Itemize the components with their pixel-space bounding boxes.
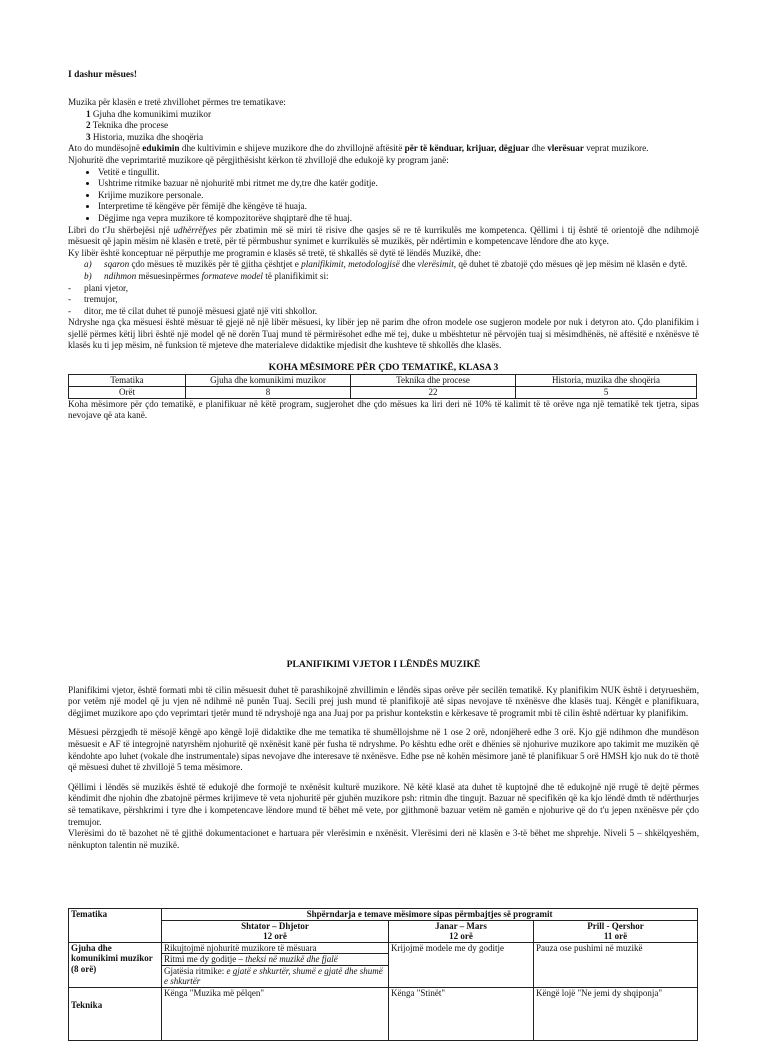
intro-paragraph-5: Ndryshe nga çka mësuesi është mësuar të gjejë në një libër mësuesi, ky libër jep në parim dhe ofron modele ose sugjeron modele por nuk i detyron ato. Çdo planifikim i sjellë përmes këtij libri është një model që në dorën Tuaj mund të përmirësohet edhe më tej, duke u mbështetur në përvojën tuaj si mësimdhënës, në aftësitë e nxënësve të klasës ku ti jep mësim, në funksion të mjeteve dhe materialeve didaktike mjedisit dhe kushteve të shkollës dhe klasës. <box>68 317 699 351</box>
intro-section <box>68 97 699 422</box>
distribution-table <box>68 908 698 1041</box>
activity-item: • Interpretime të këngëve për fëmijë dhe këngëve të huaja. <box>98 201 699 213</box>
theme-item: 3 Historia, muzika dhe shoqëria <box>86 131 204 142</box>
table-header-cell: Tematika <box>69 909 162 943</box>
table-cell: Rikujtojmë njohuritë muzikore të mësuara Ritmi me dy goditje – theksi në muzikë dhe fjalë Gjatësia ritmike: e gjatë e shkurtër, shumë e gjatë dhe shumë e shkurtër <box>162 942 389 987</box>
table-row <box>69 987 698 1040</box>
table-cell: Këngë lojë "Ne jemi dy shqiponja" <box>534 987 698 1040</box>
plan-type-item: - tremujor, <box>68 294 699 306</box>
table-row <box>69 386 697 398</box>
plan-paragraph-2: Mësuesi përzgjedh të mësojë këngë apo këngë lojë didaktike dhe me tematika të shumëllojshme në 1 ose 2 orë, ndonjëherë edhe 3 orë. Kjo gjë ndihmon dhe mundëson mësuesit e AF të integrojnë natyrshëm njohuritë që nxënësit kanë për fusha të ndryshme. Po kështu edhe orët e dhënies së njohurive muzikore apo takimit me muzikën që këndohte apo luhet (vokale dhe instrumentale) sipas nevojave dhe interesave të nxënësve. Edhe pse në kohën mësimore janë të planifikuar 5 orë HMSH kjo nuk do të thotë që mësuesi duhet të zhvillojë 5 tema mësimore. <box>68 727 699 773</box>
intro-paragraph-2: Njohuritë dhe veprimtaritë muzikore që përgjithësisht kërkon të zhvillojë dhe edukojë ky program janë: <box>68 154 449 165</box>
activity-item: • Ushtrime ritmike bazuar në njohuritë mbi ritmet me dy,tre dhe katër goditje. <box>98 178 699 190</box>
table-cell: Krijojmë modele me dy goditje <box>389 942 534 987</box>
theme-cell: Gjuha dhe komunikimi muzikor (8 orë) <box>69 942 162 987</box>
greeting: I dashur mësues! <box>68 70 137 80</box>
intro-paragraph-1: Ato do mundësojnë edukimin dhe kultivimin e shijeve muzikore dhe do zhvillojnë aftësitë për të kënduar, krijuar, dëgjuar dhe vlerësuar veprat muzikore. <box>68 143 649 154</box>
term-header-cell: Shtator – Dhjetor 12 orë <box>162 920 389 942</box>
intro-paragraph-3: Libri do t'Ju shërbejësi një udhërrëfyes për zbatimin më së miri të risive dhe qasjes së re të kurrikulës me kompetenca. Qëllimi i tij është të orientojë dhe ndihmojë mësuesit që japin mësim në klasën e tretë, për të përmbushur synimet e kurrikulës së muzikës, për ndërtimin e kompetencave lëndore dhe ato kyçe. <box>68 224 699 247</box>
activity-item: • Vetitë e tingullit. <box>98 167 699 179</box>
table-cell: Historia, muzika dhe shoqëria <box>516 374 697 386</box>
theme-item: 2 Teknika dhe procese <box>86 120 169 131</box>
plan-paragraph-4: Vlerësimi do të bazohet në të gjithë dokumentacionet e hartuara për vlerësimin e nxënësit. Vlerësimi deri në klasën e 3-të bëhet me shprehje. Niveli 5 – shkëlqyeshëm, nënkupton talentin në muzikë. <box>68 828 699 850</box>
table-cell: Tematika <box>69 374 186 386</box>
theme-item: 1 Gjuha dhe komunikimi muzikor <box>86 108 212 119</box>
table-cell: Teknika dhe procese <box>351 374 516 386</box>
themes-list <box>68 109 699 144</box>
plan-type-item: - ditor, me të cilat duhet të punojë mësuesi gjatë një viti shkollor. <box>68 306 699 318</box>
table-cell: 8 <box>186 386 351 398</box>
annual-plan-title: PLANIFIKIMI VJETOR I LËNDËS MUZIKË <box>286 659 481 670</box>
hours-table <box>68 374 697 399</box>
purpose-b: b) ndihmon mësuesinpërmes formateve model të planifikimit si: <box>84 270 329 281</box>
table-header-cell: Shpërndarja e temave mësimore sipas përmbajtjes së programit <box>162 909 698 921</box>
activity-item: • Dëgjime nga vepra muzikore të kompozitorëve shqiptarë dhe të huaj. <box>98 213 699 225</box>
intro-paragraph-4: Ky libër është konceptuar në përputhje me programin e klasës së tretë, të shkallës së dytë të lëndës Muzikë, dhe: <box>68 247 482 258</box>
purpose-a: a) sqaron çdo mësues të muzikës për të gjitha çështjet e planifikimit, metodologjisë dhe vlerësimit, që duhet të zbatojë çdo mësues që jep mësim në klasën e dytë. <box>84 259 688 270</box>
plan-paragraph-3: Qëllimi i lëndës së muzikës është të edukojë dhe formojë te nxënësit kulturë muzikore. Në këtë klasë ata duhet të kuptojnë dhe të edukojnë një rrugë të dejtë përmes këndimit dhe njohin dhe zbatojnë përmes krijimeve të veta njohuritë për gjuhën muzikore psh: ritmin dhe tingujt. Bazuar në specifikën që ka kjo lëndë dmth të ndërthurjes së tematikave, përshkrimi i tyre dhe i kompetencave lëndore mund të bëhet më vete, por gjithmonë bazuar vetëm në gamën e njohurive që do t'u jepen nxënësve për çdo tremujor. <box>68 781 699 827</box>
activities-list <box>68 167 699 225</box>
intro-lead: Muzika për klasën e tretë zhvillohet përmes tre tematikave: <box>68 97 286 107</box>
annual-plan-section <box>68 659 699 851</box>
term-header-cell: Janar – Mars 12 orë <box>389 920 534 942</box>
table-row <box>69 942 698 987</box>
table-row <box>69 909 698 921</box>
table-cell: Pauza ose pushimi në muzikë <box>534 942 698 987</box>
plan-types-list <box>68 283 699 318</box>
hours-table-title: KOHA MËSIMORE PËR ÇDO TEMATIKË, KLASA 3 <box>268 362 499 374</box>
activity-item: • Krijime muzikore personale. <box>98 190 699 202</box>
plan-paragraph-1: Planifikimi vjetor, është formati mbi të cilin mësuesit duhet të parashikojnë zhvillimin e lëndës sipas orëve për secilën tematikë. Ky planifikim NUK është i detyrueshëm, por vetëm një model që ju vjen në ndihmë në punën Tuaj. Secili prej jush mund të planifikojë atë sipas nevojave të nxënësve dhe klasës tuaj. Këngët e planifikuara, dëgjimet muzikore apo çdo veprimtari tjetër mund të ndryshojë nga ana Juaj por pa prishur kontekstin e kërkesave të programit mbi të cilin është ndërtuar ky planifikim. <box>68 684 699 718</box>
book-purposes-list <box>68 259 699 282</box>
table-cell: Gjuha dhe komunikimi muzikor <box>186 374 351 386</box>
table-cell: Kënga "Stinët" <box>389 987 534 1040</box>
table-row <box>69 920 698 942</box>
theme-cell: Teknika <box>69 987 162 1040</box>
table-row <box>69 374 697 386</box>
hours-note: Koha mësimore për çdo tematikë, e planifikuar në këtë program, sugjerohet dhe çdo mësues ka liri deri në 10% të kalimit të të orëve nga një tematikë tek tjetra, sipas nevojave që ata kanë. <box>68 398 699 421</box>
table-cell: 22 <box>351 386 516 398</box>
table-cell: 5 <box>516 386 697 398</box>
term-header-cell: Prill - Qershor 11 orë <box>534 920 698 942</box>
plan-type-item: - plani vjetor, <box>68 283 699 295</box>
table-cell: Orët <box>69 386 186 398</box>
table-cell: Kënga "Muzika më pëlqen" <box>162 987 389 1040</box>
